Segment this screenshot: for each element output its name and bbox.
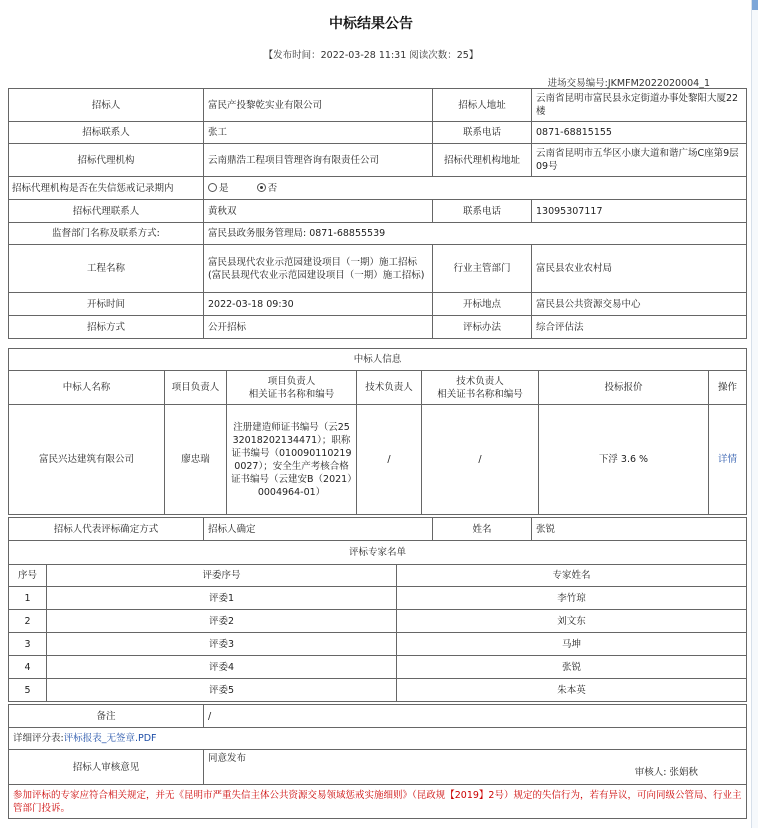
industry-dept-value: 富民县农业农村局 [532,245,747,293]
agency-value: 云南鼎浩工程项目管理咨询有限责任公司 [204,144,433,177]
decision-value: 招标人确定 [204,518,433,541]
tenderer-label: 招标人 [9,89,204,122]
eval-method-label: 评标办法 [433,316,532,339]
tenderer-value: 富民产投黎乾实业有限公司 [204,89,433,122]
winner-header-tech-cert: 技术负责人 相关证书名称和编号 [422,371,539,405]
tenderer-address-label: 招标人地址 [433,89,532,122]
dishonest-options [204,177,747,200]
agency-phone-label: 联系电话 [433,200,532,223]
expert-name: 马坤 [397,633,747,656]
open-place-label: 开标地点 [433,293,532,316]
tenderer-address-value: 云南省昆明市富民县永定街道办事处黎阳大厦22楼 [532,89,747,122]
expert-no: 5 [9,679,47,702]
reviewer-name: 审核人: 张娟秋 [634,767,698,778]
experts-section-title: 评标专家名单 [9,541,747,565]
winner-pm: 廖忠瑞 [165,405,227,515]
supervisor-value: 富民县政务服务管理局: 0871-68855539 [204,223,747,245]
open-time-value: 2022-03-18 09:30 [204,293,433,316]
score-sheet-label: 详细评分表: [13,733,64,744]
expert-seat: 评委2 [47,610,397,633]
project-name-label: 工程名称 [9,245,204,293]
winner-tech-cert: / [422,405,539,515]
project-name-value: 富民县现代农业示范园建设项目（一期）施工招标(富民县现代农业示范园建设项目（一期）施工招标) [204,245,433,293]
winner-table [8,348,747,515]
winner-section-title: 中标人信息 [9,349,747,371]
review-opinion-cell [204,750,747,785]
tender-contact-value: 张工 [204,122,433,144]
winner-price: 下浮 3.6 % [539,405,709,515]
complaint-notice: 参加评标的专家应符合相关规定，并无《昆明市严重失信主体公共资源交易领域惩戒实施细则》（昆政规【2019】2号）规定的失信行为，若有异议，可向同级公管局、行业主管部门投诉。 [9,785,747,819]
experts-table [8,540,747,702]
winner-header-name: 中标人名称 [9,371,165,405]
agency-contact-value: 黄秋双 [204,200,433,223]
industry-dept-label: 行业主管部门 [433,245,532,293]
trade-serial-number: 进场交易编号:JKMFM2022020004_1 [547,78,710,89]
review-opinion-value: 同意发布 [208,753,247,764]
page-title: 中标结果公告 [329,16,413,32]
table-row [9,587,747,610]
expert-name: 朱本英 [397,679,747,702]
remark-value: / [204,705,747,728]
radio-no-label: 否 [267,182,278,194]
tender-phone-value: 0871-68815155 [532,122,747,144]
scrollbar-thumb[interactable] [752,0,758,10]
winner-detail-link[interactable]: 详情 [709,405,747,515]
table-row [9,656,747,679]
radio-yes[interactable] [208,183,217,192]
experts-header-seat: 评委序号 [47,565,397,587]
agency-phone-value: 13095307117 [532,200,747,223]
tender-phone-label: 联系电话 [433,122,532,144]
tender-method-label: 招标方式 [9,316,204,339]
agency-contact-label: 招标代理联系人 [9,200,204,223]
radio-yes-label: 是 [219,182,229,194]
table-row [9,679,747,702]
expert-name: 刘文东 [397,610,747,633]
remark-label: 备注 [9,705,204,728]
scrollbar-track[interactable] [751,0,758,828]
tender-contact-label: 招标联系人 [9,122,204,144]
winner-header-price: 投标报价 [539,371,709,405]
expert-seat: 评委3 [47,633,397,656]
experts-header-name: 专家姓名 [397,565,747,587]
dishonest-label: 招标代理机构是否在失信惩戒记录期内 [9,177,204,200]
decision-table [8,517,747,541]
eval-method-value: 综合评估法 [532,316,747,339]
publish-meta: 【发布时间：2022-03-28 11:31 阅读次数：25】 [263,50,479,61]
winner-header-pm: 项目负责人 [165,371,227,405]
info-table [8,88,747,339]
open-place-value: 富民县公共资源交易中心 [532,293,747,316]
agency-label: 招标代理机构 [9,144,204,177]
decision-name-value: 张锐 [532,518,747,541]
expert-no: 3 [9,633,47,656]
decision-label: 招标人代表评标确定方式 [9,518,204,541]
expert-no: 4 [9,656,47,679]
winner-header-pm-cert: 项目负责人 相关证书名称和编号 [227,371,357,405]
table-row [9,610,747,633]
expert-seat: 评委1 [47,587,397,610]
winner-name: 富民兴达建筑有限公司 [9,405,165,515]
radio-no[interactable] [257,183,266,192]
review-opinion-label: 招标人审核意见 [9,750,204,785]
score-sheet-row [9,728,747,750]
winner-pm-cert: 注册建造师证书编号（云2532018202134471）；职称证书编号（0100901102190027）；安全生产考核合格证书编号（云建安B（2021）0004964-01） [227,405,357,515]
tender-method-value: 公开招标 [204,316,433,339]
score-sheet-file-link[interactable]: 评标报表_无签章.PDF [63,733,157,744]
agency-address-label: 招标代理机构地址 [433,144,532,177]
winner-tech: / [357,405,422,515]
notes-table [8,704,747,819]
table-row [9,633,747,656]
expert-no: 1 [9,587,47,610]
expert-seat: 评委5 [47,679,397,702]
expert-no: 2 [9,610,47,633]
expert-name: 李竹琼 [397,587,747,610]
decision-name-label: 姓名 [433,518,532,541]
agency-address-value: 云南省昆明市五华区小康大道和谐广场C座第9层09号 [532,144,747,177]
winner-header-tech: 技术负责人 [357,371,422,405]
supervisor-label: 监督部门名称及联系方式: [9,223,204,245]
open-time-label: 开标时间 [9,293,204,316]
expert-seat: 评委4 [47,656,397,679]
experts-header-no: 序号 [9,565,47,587]
expert-name: 张锐 [397,656,747,679]
winner-header-action: 操作 [709,371,747,405]
